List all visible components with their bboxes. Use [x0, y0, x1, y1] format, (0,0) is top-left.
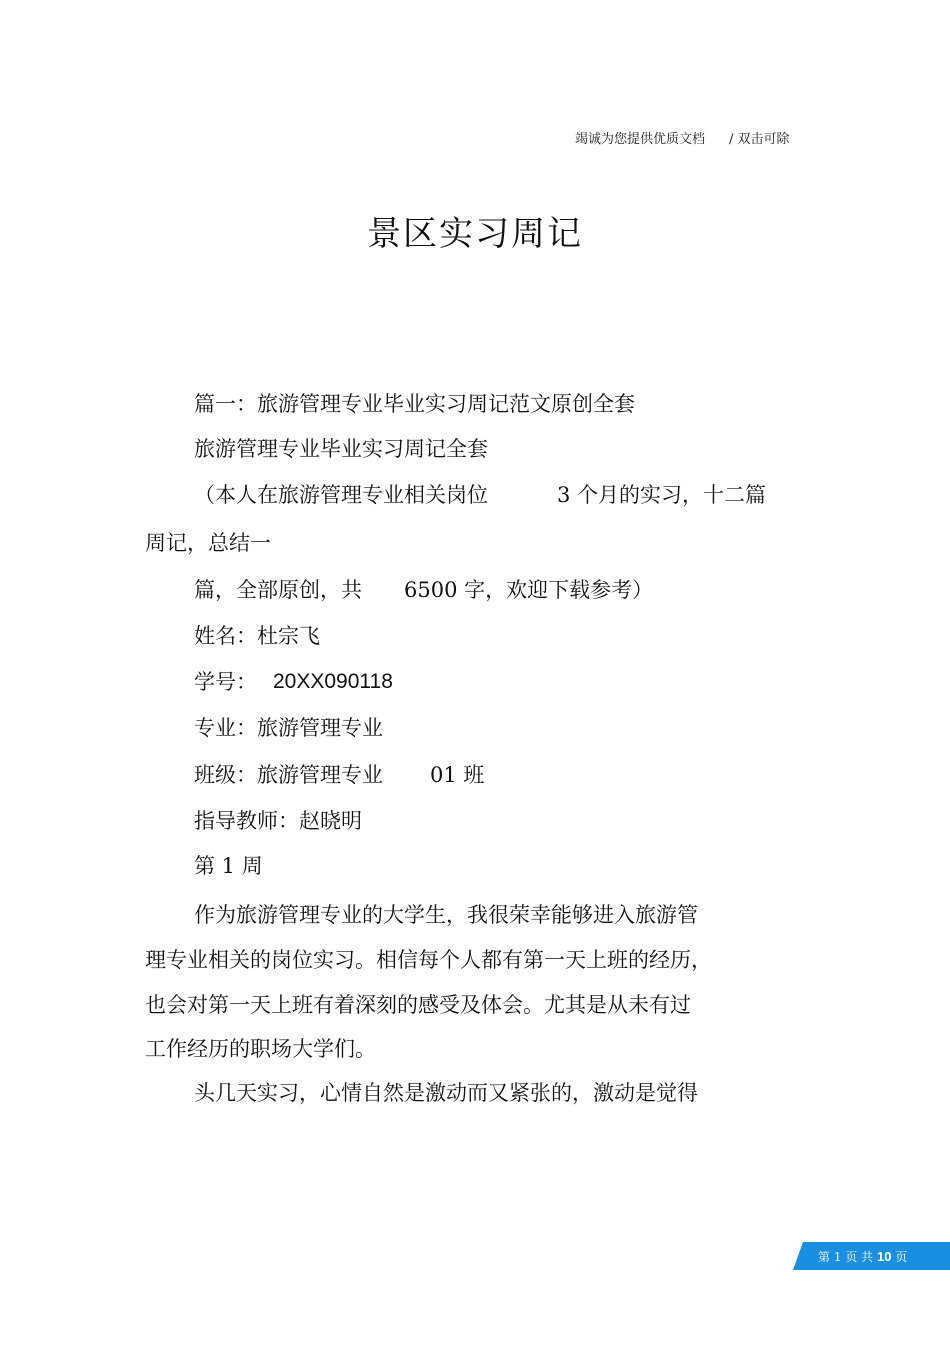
paragraph-2-line-1: 头几天实习，心情自然是激动而又紧张的，激动是觉得: [194, 1081, 698, 1105]
page-total: 10: [876, 1249, 892, 1264]
header-note-right: / 双击可除: [729, 132, 790, 147]
page-prefix: 第: [818, 1250, 831, 1264]
line-intro-a: （本人在旅游管理专业相关岗位: [194, 483, 488, 507]
line-intro-c: 周记，总结一: [145, 531, 271, 555]
line-class-label: 班级：旅游管理专业: [194, 763, 383, 787]
document-title: 景区实习周记: [367, 214, 583, 254]
line-teacher: 指导教师：赵晓明: [194, 809, 362, 833]
line-subtitle: 旅游管理专业毕业实习周记全套: [194, 437, 488, 461]
line-article-heading: 篇一：旅游管理专业毕业实习周记范文原创全套: [194, 392, 635, 416]
line-week: 第 1 周: [194, 854, 263, 878]
line-id-label: 学号：: [194, 670, 257, 694]
page-mid: 页 共: [845, 1250, 874, 1264]
line-id-value: 20XX090118: [273, 670, 393, 693]
paragraph-1-line-2: 理专业相关的岗位实习。相信每个人都有第一天上班的经历，: [145, 948, 712, 972]
line-name: 姓名：杜宗飞: [194, 624, 320, 648]
header-note-left: 竭诚为您提供优质文档: [575, 132, 706, 147]
page-indicator: [818, 1248, 907, 1265]
line-major: 专业：旅游管理专业: [194, 716, 383, 740]
paragraph-1-line-3: 也会对第一天上班有着深刻的感受及体会。尤其是从未有过: [145, 993, 691, 1017]
line-intro-e: 6500 字，欢迎下载参考）: [404, 578, 654, 602]
page-current: 1: [833, 1250, 842, 1264]
header-note: [575, 128, 790, 147]
line-class-value: 01 班: [430, 763, 485, 787]
page-suffix: 页: [895, 1250, 908, 1264]
line-intro-b: 3 个月的实习，十二篇: [557, 483, 767, 507]
paragraph-1-line-4: 工作经历的职场大学们。: [145, 1037, 376, 1061]
paragraph-1-line-1: 作为旅游管理专业的大学生，我很荣幸能够进入旅游管: [194, 903, 698, 927]
line-intro-d: 篇，全部原创，共: [194, 578, 362, 602]
